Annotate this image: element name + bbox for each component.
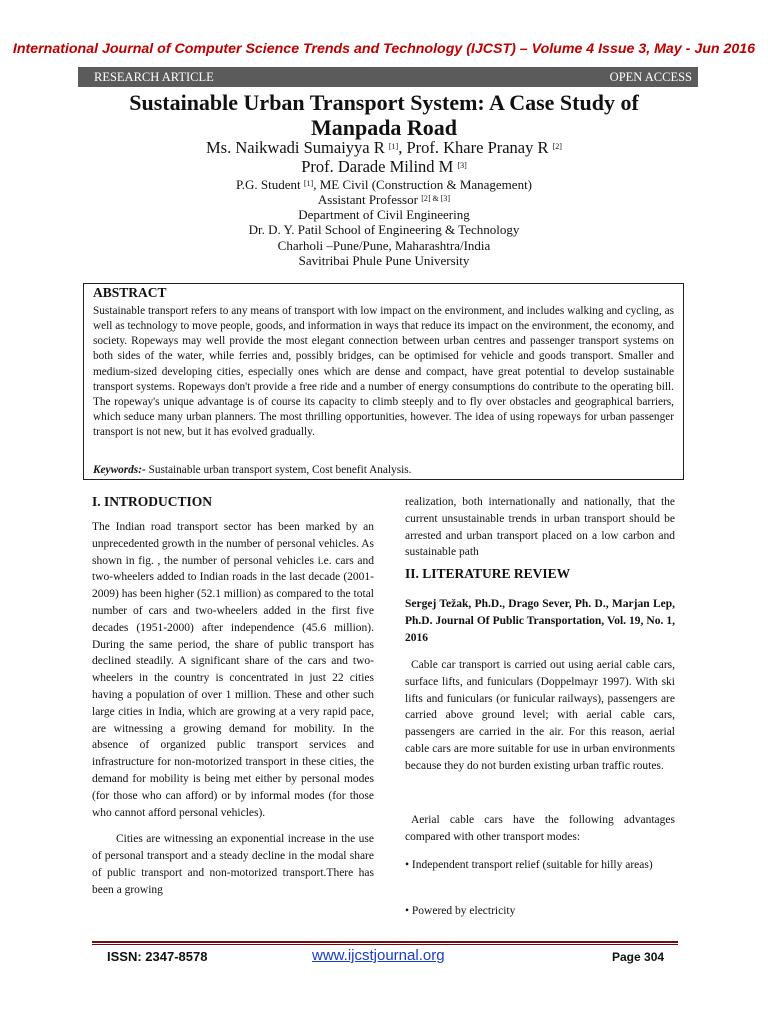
affiliation-3: Department of Civil Engineering bbox=[298, 207, 470, 222]
affiliation-text: , ME Civil (Construction & Management) bbox=[313, 177, 533, 192]
journal-header: International Journal of Computer Science Trends and Technology (IJCST) – Volume 4 Issue 3, May - Jun 2016 bbox=[12, 41, 756, 57]
footer-rule bbox=[92, 941, 678, 943]
paper-title bbox=[60, 90, 708, 140]
author-ref: [3] bbox=[457, 161, 467, 170]
literature-paragraph-2: Aerial cable cars have the following advantages compared with other transport modes: bbox=[405, 814, 675, 843]
advantage-bullet-2: • Powered by electricity bbox=[405, 905, 516, 917]
affiliation-text: Assistant Professor bbox=[317, 192, 422, 207]
open-access-label: OPEN ACCESS bbox=[609, 70, 692, 84]
keywords bbox=[93, 463, 411, 477]
affiliation-5: Charholi –Pune/Pune, Maharashtra/India bbox=[277, 238, 491, 253]
literature-reference: Sergej Težak, Ph.D., Drago Sever, Ph. D., Marjan Lep, Ph.D. Journal Of Public Transportation, Vol. 19, No. 1, 2016 bbox=[405, 598, 675, 644]
page-number: Page 304 bbox=[612, 950, 665, 964]
abstract-text: Sustainable transport refers to any means of transport with low impact on the environment, and includes walking and cycling, as well as technology to move people, goods, and information in ways that reduce its impact on the environment, the economy, and society. Ropeways may well provide the most elegant connection between urban centres and passenger transport systems on both sides of the water, while ferries and, possibly bridges, can be optimised for vehicle and goods transport. Smaller and medium-sized developing cities, especially ones which are dense and compact, have great potential to develop sustainable transport systems. Ropeways don't provide a free ride and a number of energy consumptions do contribute to the operating bill. The ropeway's unique advantage is of course its capacity to climb steeply and to fly over obstacles and geographical barriers, which seduce many urban planners. The most thrilling opportunities, however. The idea of using ropeways for urban passenger transport is not new, but it has evolved gradually. bbox=[93, 305, 674, 439]
advantage-bullet-1: • Independent transport relief (suitable for hilly areas) bbox=[405, 859, 653, 871]
footer-rule-thin bbox=[92, 944, 678, 945]
affiliation-2 bbox=[60, 192, 708, 207]
title-line-1: Sustainable Urban Transport System: A Case Study of bbox=[129, 90, 639, 115]
author-text: Prof. Darade Milind M bbox=[301, 157, 458, 176]
intro-paragraph-2: Cities are witnessing an exponential increase in the use of personal transport and a steady decline in the modal share of public transport and non-motorized transport.There has been a growing bbox=[92, 833, 374, 896]
abstract-heading: ABSTRACT bbox=[93, 285, 167, 300]
author-ref: [2] bbox=[552, 142, 562, 151]
affiliation-1 bbox=[60, 177, 708, 192]
affiliation-ref: [1] bbox=[303, 179, 314, 188]
affiliation-6: Savitribai Phule Pune University bbox=[298, 253, 470, 268]
affiliation-4: Dr. D. Y. Patil School of Engineering & Technology bbox=[248, 222, 520, 237]
affiliation-ref: [2] & [3] bbox=[421, 194, 451, 203]
keywords-label: Keywords:- bbox=[93, 464, 146, 476]
intro-paragraph-1: The Indian road transport sector has been marked by an unprecedented growth in the number of personal vehicles. As shown in fig. , the number of personal vehicles i.e. cars and two-wheelers added to Indian roads in the last decade (2001-2009) has been higher (52.1 million) as compared to the total number of cars and two-wheelers added in the first five decades (1951-2000) after independence (45.6 million). During the same period, the share of public transport has declined steadily. A significant share of the cars and two-wheelers in the country is concentrated in just 22 cities having a population of over 1 million. These and other such large cities in India, which are growing at a very rapid pace, are witnessing a growing demand for mobility. In the absence of organized public transport services and infrastructure for non-motorized transport in these cities, the demand for mobility is being met either by personal modes (for those who can afford) or by informal modes (for those who cannot afford personal vehicles). bbox=[92, 521, 374, 819]
intro-paragraph-3: realization, both internationally and nationally, that the current unsustainable trends in urban transport should be arrested and urban transport placed on a low carbon and sustainable path bbox=[405, 496, 675, 559]
author-text: , Prof. Khare Pranay R bbox=[398, 138, 553, 157]
keywords-text: Sustainable urban transport system, Cost benefit Analysis. bbox=[145, 464, 412, 476]
intro-column bbox=[92, 519, 374, 899]
literature-paragraph-1: Cable car transport is carried out using aerial cable cars, surface lifts, and funiculars (Doppelmayr 1997). With ski lifts and funiculars (or funicular railways), passengers are carried above ground level; with aerial cable cars, passengers are carried in the air. For this reason, aerial cable cars are more suitable for use in urban environments because they do not burden existing urban traffic routes. bbox=[405, 659, 675, 772]
intro-heading: I. INTRODUCTION bbox=[92, 494, 213, 509]
literature-heading: II. LITERATURE REVIEW bbox=[405, 566, 571, 581]
author-list bbox=[60, 138, 708, 176]
article-type-label: RESEARCH ARTICLE bbox=[94, 70, 214, 84]
authors-line-1 bbox=[60, 138, 708, 157]
affiliation-text: P.G. Student bbox=[235, 177, 304, 192]
issn-label: ISSN: 2347-8578 bbox=[107, 949, 208, 964]
journal-link[interactable]: www.ijcstjournal.org bbox=[312, 947, 445, 964]
title-line-2: Manpada Road bbox=[310, 115, 458, 140]
author-ref: [1] bbox=[388, 142, 399, 151]
article-type-bar bbox=[78, 67, 698, 87]
intro-continuation bbox=[405, 494, 675, 561]
authors-line-2 bbox=[60, 157, 708, 176]
author-text: Ms. Naikwadi Sumaiyya R bbox=[206, 138, 389, 157]
